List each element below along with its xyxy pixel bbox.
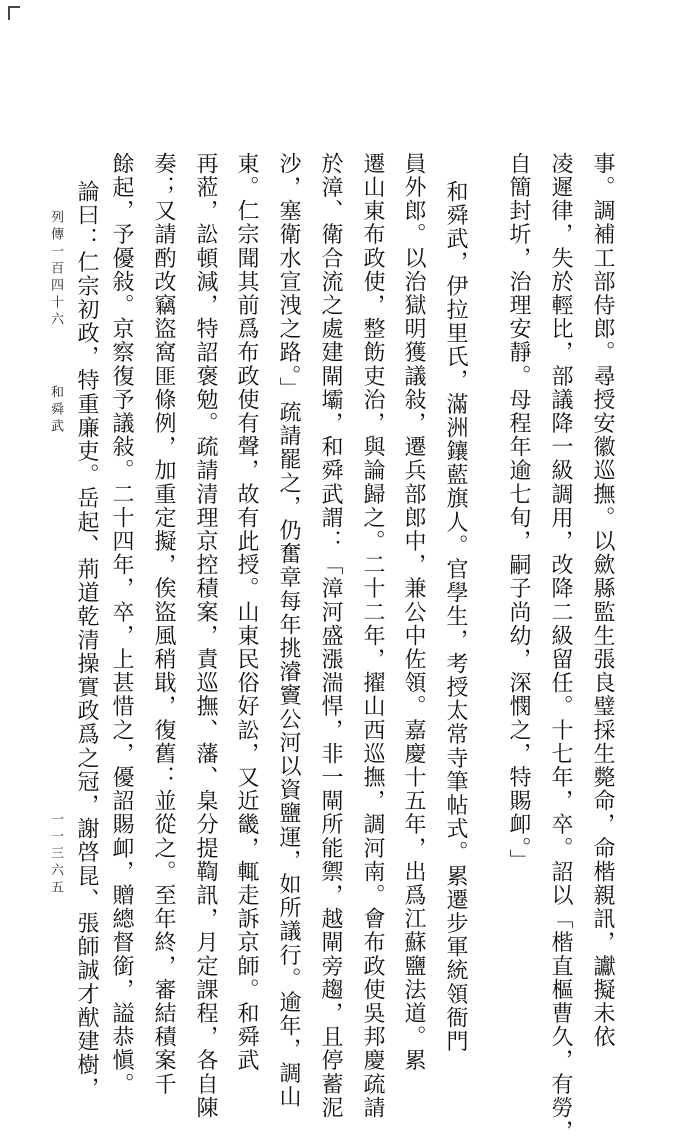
text-column-7: 於漳、衛合流之處建閘壩，和舜武謂：「漳河盛漲湍悍，非一閘所能禦，越閘旁趨，且停蓄泥 bbox=[318, 152, 343, 1120]
crop-mark bbox=[8, 6, 20, 20]
text-column-9: 東。仁宗聞其前爲布政使有聲，故有此授。山東民俗好訟，又近畿，輒走訴京師。和舜武 bbox=[234, 152, 259, 1073]
text-column-10: 再蒞，訟頓減，特詔褒勉。疏請清理京控積案，責巡撫、藩、臬分提鞫訊，月定課程，各自陳 bbox=[193, 152, 218, 1120]
running-head-chapter: 和舜武 bbox=[48, 385, 63, 436]
text-column-12: 餘起，予優敍。京察復予議敍。二十四年，卒，上甚惜之，優詔賜卹，贈總督銜，謚恭愼。 bbox=[109, 152, 134, 1096]
page-number: 一一三六五 bbox=[48, 812, 63, 897]
text-column-1: 事。調補工部侍郎。尋授安徽巡撫。以歛縣監生張良璧採生斃命，命楷親訊，讞擬未依 bbox=[590, 152, 615, 1049]
text-column-3: 自簡封圻，治理安靜。母程年逾七旬，嗣子尚幼，深憫之，特賜卹。」 bbox=[506, 152, 531, 873]
text-column-11: 奏；又請酌改竊盜窩匪條例，加重定擬，俟盜風稍戢，復舊：並從之。至年終，審結積案千 bbox=[151, 152, 176, 1096]
text-column-5: 員外郎。以治獄明獲議敍，遷兵部郎中，兼公中佐領。嘉慶十五年，出爲江蘇鹽法道。累 bbox=[401, 152, 426, 1073]
text-column-8: 沙，塞衛水宣洩之路。」疏請罷之，仍奮章每年挑濬竇公河以資鹽運，如所議行。逾年，調山 bbox=[276, 152, 301, 1109]
text-column-4: 和舜武，伊拉里氏，滿洲鑲藍旗人。官學生，考授太常寺筆帖式。累遷步軍統領衙門 bbox=[443, 180, 468, 1054]
running-head-title: 列傳一百四十六 bbox=[48, 210, 63, 329]
text-column-2: 凌遲律，失於輕比，部議降一級調用，改降二級留任。十七年，卒。詔以「楷直樞曹久，有勞， bbox=[548, 152, 573, 1143]
text-column-13: 論曰：仁宗初政，特重廉吏。岳起、荊道乾清操實政爲之冠，謝啓昆、張師誠才猷建樹， bbox=[74, 180, 99, 1101]
text-column-6: 遷山東布政使，整飭吏治，與論歸之。二十二年，擢山西巡撫，調河南。會布政使吳邦慶疏請 bbox=[360, 152, 385, 1120]
